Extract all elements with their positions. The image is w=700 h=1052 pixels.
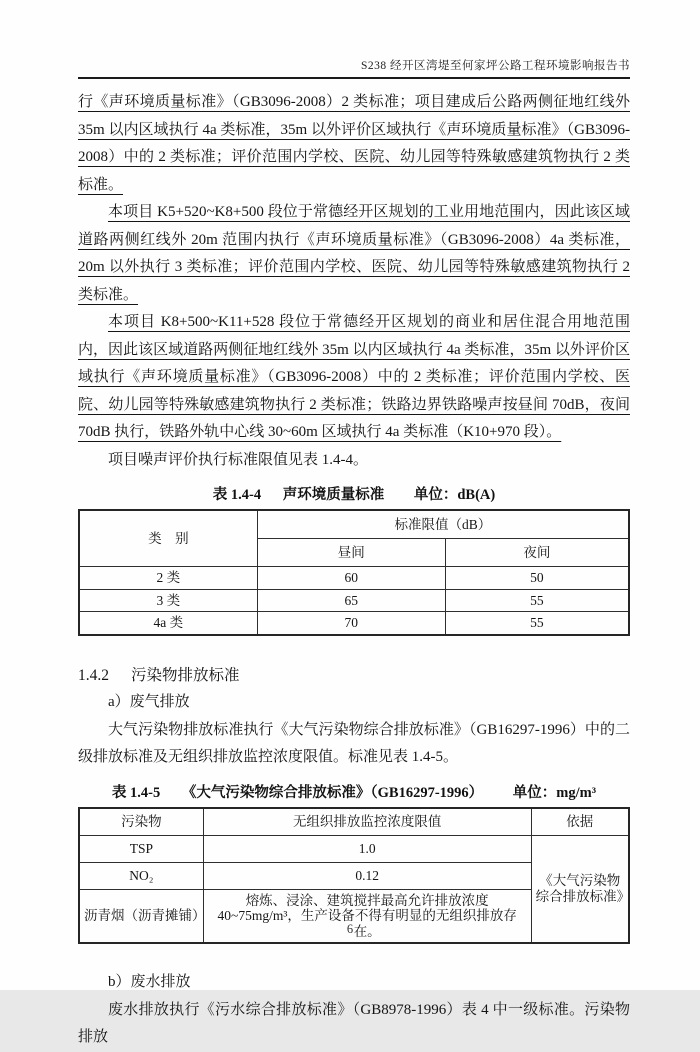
table-row (79, 567, 629, 590)
section-heading-1-4-2 (78, 662, 630, 690)
table-header-row (79, 510, 629, 539)
page-number: 6 (346, 922, 354, 936)
cell-day-limit: 65 (257, 589, 445, 612)
cell-day-limit: 70 (257, 612, 445, 635)
table144-caption-title: 声环境质量标准 (282, 487, 385, 503)
cell-night-limit: 55 (445, 589, 629, 612)
table144-caption (78, 483, 630, 504)
table145-caption-unit: 单位：mg/m³ (512, 784, 597, 801)
table145-caption (78, 781, 630, 802)
table-row (79, 612, 629, 635)
cell-category: 2 类 (79, 567, 257, 590)
header-cell-limit: 标准限值（dB） (257, 510, 629, 539)
page-footer (0, 922, 700, 937)
cell-basis-merged: 《大气污染物综合排放标准》 (531, 835, 629, 943)
header-cell-category: 类 别 (79, 510, 257, 567)
section-title: 污染物排放标准 (131, 666, 240, 684)
cell-limit: 1.0 (203, 835, 531, 862)
page-header (78, 0, 630, 79)
cell-pollutant: TSP (79, 835, 203, 862)
paragraph-noise-standard-2: 本项目 K5+520~K8+500 段位于常德经开区规划的工业用地范围内，因此该区域道路两侧红线外 20m 范围内执行《声环境质量标准》（GB3096-2008）4a 类标准，20m 以外执行 3 类标准；评价范围内学校、医院、幼儿园等特殊敏感建筑物执行 2 类标准。 (78, 204, 630, 303)
cell-category: 3 类 (79, 589, 257, 612)
paragraph-wastewater-standard: 废水排放执行《污水综合排放标准》（GB8978-1996）表 4 中一级标准。污染物排放 (78, 1001, 630, 1045)
cell-pollutant: NO₂ (79, 862, 203, 889)
table-noise-quality-standard (78, 509, 630, 636)
subsection-heading-b: b）废水排放 (108, 974, 191, 990)
cell-limit: 0.12 (203, 862, 531, 889)
table144-caption-unit: 单位：dB(A) (413, 487, 496, 503)
table-row (79, 589, 629, 612)
cell-pollutant: 沥青烟（沥青摊铺） (79, 889, 203, 943)
table144-caption-label: 表 1.4-4 (212, 487, 262, 503)
cell-limit: 熔炼、浸涂、建筑搅拌最高允许排放浓度 40~75mg/m³，生产设备不得有明显的无组织排放存在。 (203, 889, 531, 943)
paragraph-air-emission-standard: 大气污染物排放标准执行《大气污染物综合排放标准》（GB16297-1996）中的二级排放标准及无组织排放监控浓度限值。标准见表 1.4-5。 (78, 721, 630, 765)
table-row (79, 835, 629, 862)
paragraph-noise-standard-3: 本项目 K8+500~K11+528 段位于常德经开区规划的商业和居住混合用地范围内，因此该区域道路两侧征地红线外 35m 以内区域执行 4a 类标准，35m 以外评价区域执行《声环境质量标准》（GB3096-2008）中的 2 类标准；评价范围内学校、医院、幼儿园等特殊敏感建筑物执行 2 类标准；铁路边界铁路噪声按昼间 70dB，夜间 70dB 执行，铁路外轨中心线 30~60m 区域执行 4a 类标准（K10+970 段）。 (78, 314, 630, 440)
table145-caption-label: 表 1.4-5 (111, 784, 161, 801)
cell-day-limit: 60 (257, 567, 445, 590)
header-cell-basis: 依据 (531, 808, 629, 836)
paragraph-noise-standard-1: 行《声环境质量标准》（GB3096-2008）2 类标准；项目建成后公路两侧征地红线外 35m 以内区域执行 4a 类标准，35m 以外评价区域执行《声环境质量标准》（GB3096-2008）中的 2 类标准；评价范围内学校、医院、幼儿园等特殊敏感建筑物执行 2 类标准。 (78, 94, 630, 193)
header-cell-night: 夜间 (445, 539, 629, 567)
paragraph-table144-reference: 项目噪声评价执行标准限值见表 1.4-4。 (108, 451, 368, 468)
cell-night-limit: 55 (445, 612, 629, 635)
header-cell-day: 昼间 (257, 539, 445, 567)
cell-category: 4a 类 (79, 612, 257, 635)
header-cell-pollutant: 污染物 (79, 808, 203, 836)
cell-night-limit: 50 (445, 567, 629, 590)
running-header-title: S238 经开区湾堤至何家坪公路工程环境影响报告书 (360, 60, 630, 72)
subsection-heading-a: a）废气排放 (108, 694, 190, 710)
section-number: 1.4.2 (78, 666, 109, 684)
header-cell-limit: 无组织排放监控浓度限值 (203, 808, 531, 836)
table-header-row (79, 808, 629, 836)
page-content (78, 89, 630, 1052)
table145-caption-title: 《大气污染物综合排放标准》（GB16297-1996） (181, 784, 484, 801)
